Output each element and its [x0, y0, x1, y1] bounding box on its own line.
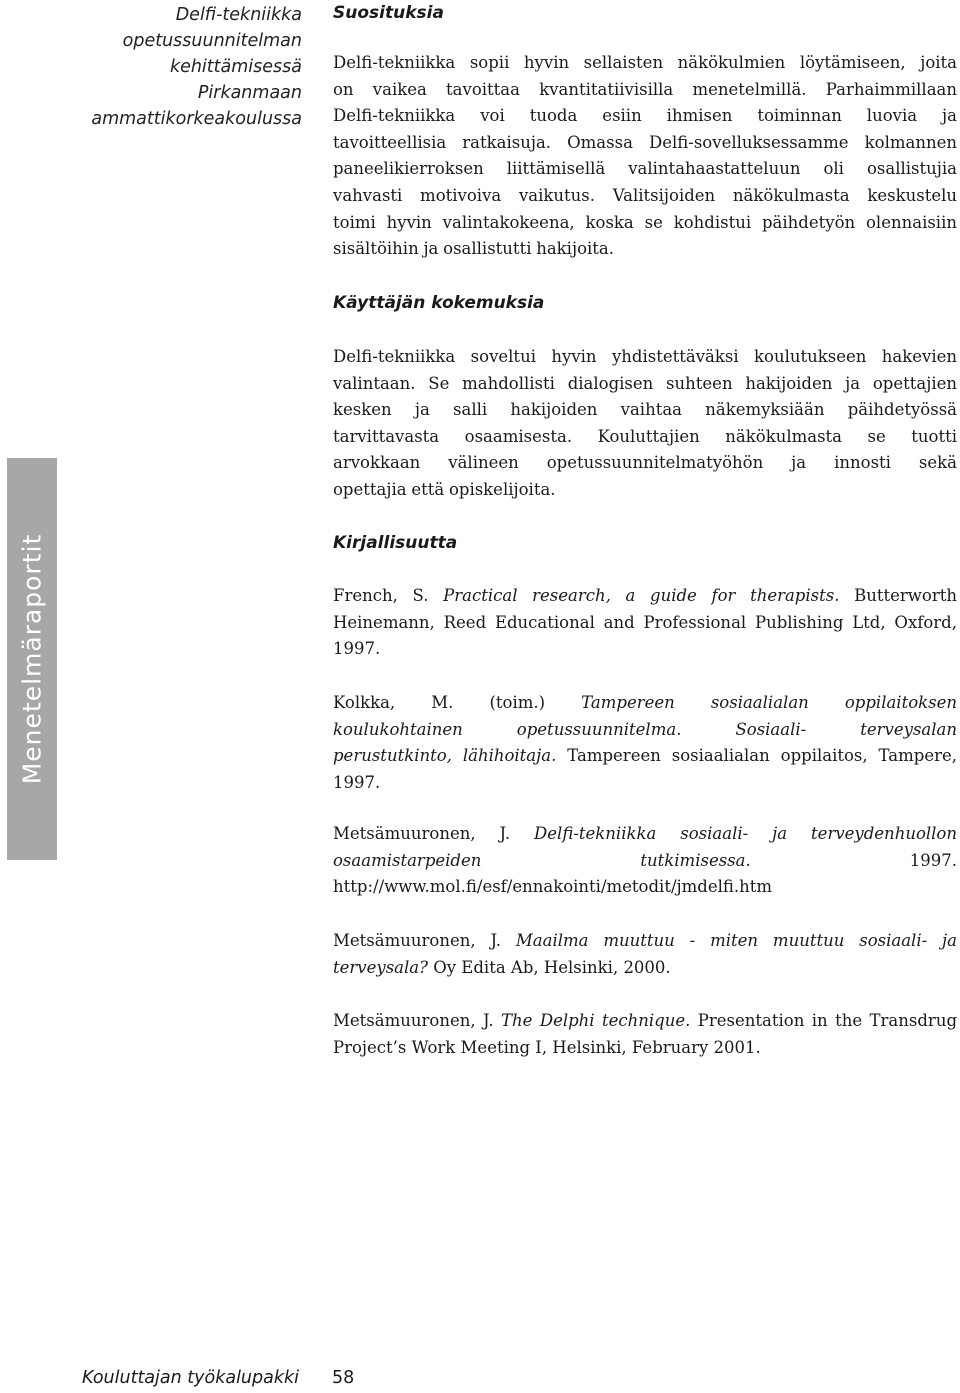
- running-header-line: ammattikorkeakoulussa: [91, 109, 302, 129]
- reference-text: Heinemann, Reed Educational and Professional Publishing Ltd, Oxford,: [333, 612, 957, 632]
- reference-text: Project’s Work Meeting I, Helsinki, February 2001.: [333, 1037, 761, 1057]
- reference-line: [333, 690, 957, 717]
- paragraph-line: arvokkaan välineen opetussuunnitelmatyöhön ja innosti sekä: [333, 453, 957, 473]
- paragraph-line: tavoitteellisia ratkaisuja. Omassa Delfi-sovelluksessamme kolmannen: [333, 132, 957, 152]
- running-header-line: Delfi-tekniikka: [175, 5, 302, 25]
- page-number: 58: [332, 1368, 355, 1388]
- paragraph-line: Delfi-tekniikka sopii hyvin sellaisten näkökulmien löytämiseen, joita: [333, 53, 957, 72]
- reference-title-text: Tampereen sosiaalialan oppilaitoksen: [581, 693, 958, 712]
- paragraph-kayttajan-kokemuksia: [333, 344, 957, 504]
- reference-line: [333, 955, 957, 982]
- running-header-line: Pirkanmaan: [197, 83, 302, 103]
- reference-title-text: terveysala?: [333, 957, 428, 977]
- reference-item: [333, 690, 957, 796]
- reference-text: Oy Edita Ab, Helsinki, 2000.: [427, 957, 671, 977]
- reference-title-text: koulukohtainen opetussuunnitelma. Sosiaali- terveysalan: [333, 719, 957, 739]
- running-header-line: kehittämisessä: [169, 57, 302, 77]
- reference-title-text: Maailma muuttuu - miten muuttuu sosiaali- ja: [515, 931, 957, 950]
- reference-line: [333, 848, 957, 875]
- reference-text: Kolkka, M. (toim.): [333, 693, 582, 712]
- reference-line: [333, 821, 957, 848]
- reference-title-text: Practical research, a guide for therapists.: [443, 586, 840, 605]
- reference-text: 1997.: [333, 772, 381, 792]
- paragraph-line: Delfi-tekniikka voi tuoda esiin ihmisen toiminnan luovia ja: [333, 106, 957, 126]
- reference-title-text: perustutkinto, lähihoitaja.: [333, 746, 557, 766]
- running-header-title: [40, 2, 302, 132]
- section-tab: [7, 458, 57, 860]
- reference-text: 1997.: [750, 850, 957, 870]
- reference-line: [333, 610, 957, 637]
- paragraph-line: on vaikea tavoittaa kvantitatiivisilla menetelmillä. Parhaimmillaan: [333, 79, 957, 99]
- paragraph-line: tarvittavasta osaamisesta. Kouluttajien näkökulmasta se tuotti: [333, 426, 957, 446]
- reference-text: Presentation in the Transdrug: [690, 1011, 958, 1030]
- reference-line: [333, 1008, 957, 1035]
- running-header-line: opetussuunnitelman: [122, 31, 302, 51]
- reference-item: [333, 821, 957, 901]
- reference-line: [333, 583, 957, 610]
- reference-line: [333, 770, 957, 797]
- reference-text: Butterworth: [839, 586, 957, 605]
- reference-text: Tampereen sosiaalialan oppilaitos, Tampere,: [556, 746, 957, 766]
- paragraph-line: opettajia että opiskelijoita.: [333, 479, 556, 499]
- paragraph-line: paneelikierroksen liittämisellä valintahaastatteluun oli osallistujia: [333, 159, 957, 179]
- reference-item: [333, 928, 957, 981]
- reference-line: [333, 743, 957, 770]
- reference-title-text: Delfi-tekniikka sosiaali- ja terveydenhuollon: [534, 824, 957, 843]
- paragraph-line: sisältöihin ja osallistutti hakijoita.: [333, 239, 614, 259]
- reference-line: [333, 636, 957, 663]
- paragraph-line: Delfi-tekniikka soveltui hyvin yhdistettäväksi koulutukseen hakevien: [333, 347, 957, 366]
- paragraph-line: kesken ja salli hakijoiden vaihtaa näkemyksiään päihdetyössä: [333, 400, 957, 420]
- heading-kirjallisuutta: Kirjallisuutta: [333, 533, 458, 553]
- reference-text: Metsämuuronen, J.: [333, 1011, 502, 1030]
- heading-suosituksia: Suosituksia: [333, 3, 444, 23]
- reference-item: [333, 1008, 957, 1061]
- reference-line: [333, 874, 957, 901]
- reference-line: [333, 1035, 957, 1062]
- reference-title-text: osaamistarpeiden tutkimisessa.: [333, 850, 751, 870]
- reference-title-text: The Delphi technique.: [501, 1011, 691, 1030]
- page-footer: [82, 1368, 355, 1388]
- reference-text: Metsämuuronen, J.: [333, 931, 516, 950]
- reference-text: http://www.mol.fi/esf/ennakointi/metodit/jmdelfi.htm: [333, 877, 773, 897]
- section-tab-label: Menetelmäraportit: [17, 533, 47, 785]
- paragraph-line: valintaan. Se mahdollisti dialogisen suhteen hakijoiden ja opettajien: [333, 373, 957, 393]
- paragraph-line: vahvasti motivoiva vaikutus. Valitsijoiden näkökulmasta keskustelu: [333, 185, 957, 205]
- reference-line: [333, 928, 957, 955]
- paragraph-line: toimi hyvin valintakokeena, koska se kohdistui päihdetyön olennaisiin: [333, 212, 957, 232]
- reference-text: Metsämuuronen, J.: [333, 824, 535, 843]
- footer-title: Kouluttajan työkalupakki: [82, 1368, 299, 1388]
- reference-item: [333, 583, 957, 663]
- paragraph-suosituksia: [333, 50, 957, 263]
- reference-text: French, S.: [333, 586, 444, 605]
- reference-line: [333, 717, 957, 744]
- reference-text: 1997.: [333, 639, 381, 659]
- heading-kayttajan-kokemuksia: Käyttäjän kokemuksia: [333, 293, 545, 313]
